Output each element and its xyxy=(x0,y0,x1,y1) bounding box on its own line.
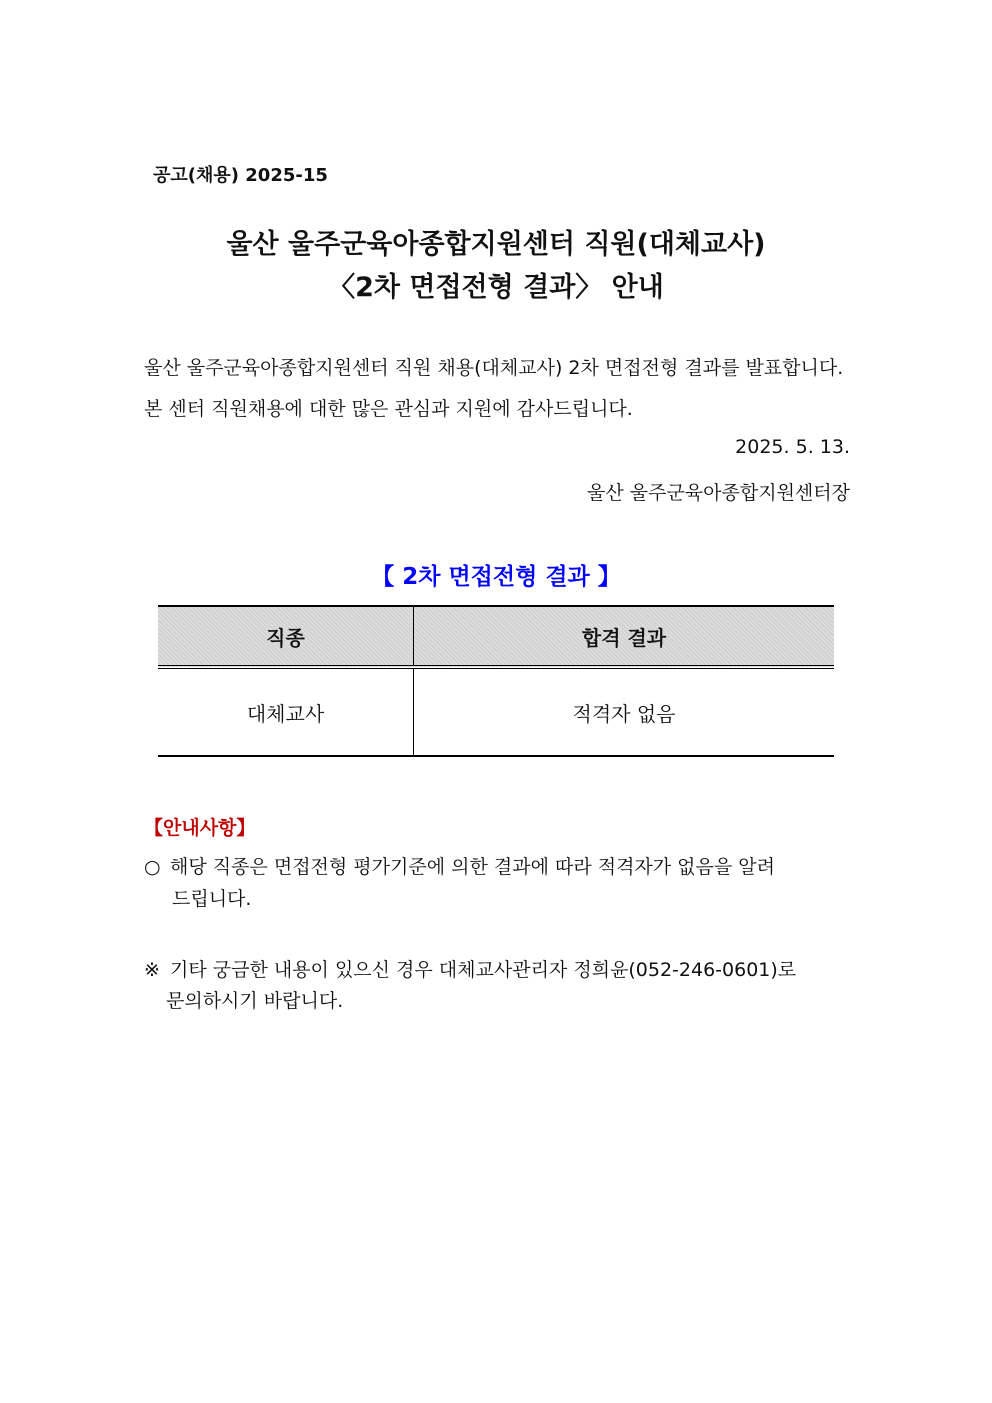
contact-note xyxy=(144,955,854,982)
reference-mark-icon: ※ xyxy=(144,959,160,981)
guide-heading: 【안내사항】 xyxy=(144,817,256,839)
guide-item xyxy=(144,852,854,879)
results-section-title: 【 2차 면접전형 결과 】 xyxy=(371,564,621,590)
document-title-line1: 울산 울주군육아종합지원센터 직원(대체교사) xyxy=(226,229,766,260)
guide-item-continuation: 드립니다. xyxy=(172,888,252,910)
column-header-job-type: 직종 xyxy=(158,606,414,667)
issuing-organization: 울산 울주군육아종합지원센터장 xyxy=(587,482,850,504)
table-row xyxy=(158,667,834,756)
contact-note-text: 기타 궁금한 내용이 있으신 경우 대체교사관리자 정희윤(052-246-0601)로 xyxy=(170,959,797,981)
guide-item-text: 해당 직종은 면접전형 평가기준에 의한 결과에 따라 적격자가 없음을 알려 xyxy=(170,856,775,878)
contact-note-continuation: 문의하시기 바랍니다. xyxy=(166,990,344,1012)
circle-bullet-icon: ○ xyxy=(144,856,161,878)
notice-date: 2025. 5. 13. xyxy=(735,436,850,458)
intro-line2: 본 센터 직원채용에 대한 많은 관심과 지원에 감사드립니다. xyxy=(144,398,633,420)
results-table xyxy=(158,605,834,757)
cell-result: 적격자 없음 xyxy=(414,667,835,756)
table-header-row xyxy=(158,606,834,667)
document-title-line2: 〈2차 면접전형 결과〉 안내 xyxy=(328,272,664,303)
notice-number: 공고(채용) 2025-15 xyxy=(153,165,328,186)
cell-job-type: 대체교사 xyxy=(158,667,414,756)
intro-line1: 울산 울주군육아종합지원센터 직원 채용(대체교사) 2차 면접전형 결과를 발표합니다. xyxy=(144,357,844,379)
column-header-result: 합격 결과 xyxy=(414,606,835,667)
